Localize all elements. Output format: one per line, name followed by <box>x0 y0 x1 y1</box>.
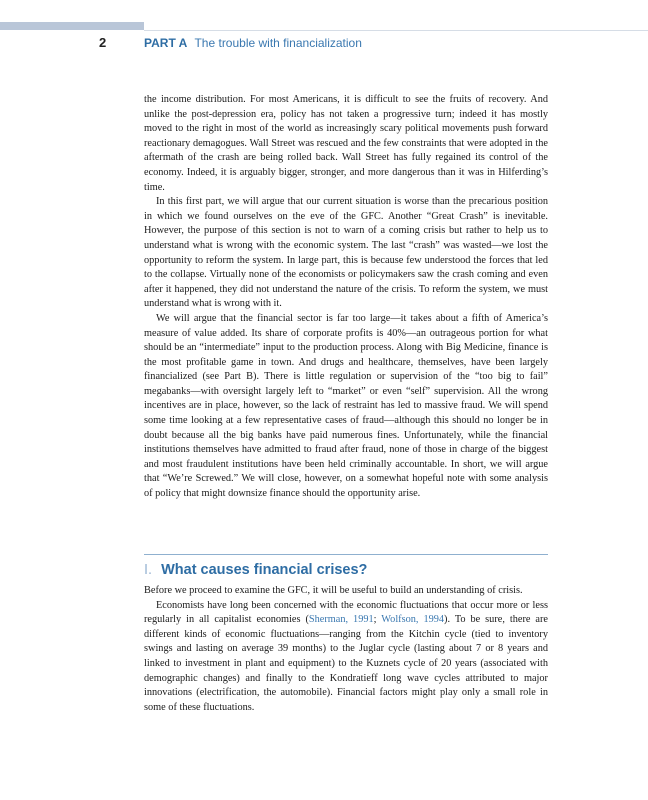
citation-link[interactable]: Sherman, 1991 <box>308 614 374 626</box>
page-number: 2 <box>99 35 107 50</box>
section-number: I. <box>144 562 153 578</box>
paragraph-text: ). To be sure, there are different kinds of economic fluctuations—ranging from the Kitchin cycle (tied to inventory swings and lasting on average 39 months) to the Juglar cycle (lasting about 7 or 8 years and linked to investment in plant and equipment) to the Kuznets cycle of 20 years (associated with demographic changes) and finally to the Kondratieff long wave cycles attributed to major innovations (electrification, the automobile). Financial factors might play only a small role in some of these fluctuations. <box>144 614 548 713</box>
part-title: The trouble with financialization <box>194 36 362 50</box>
section-divider <box>144 554 548 555</box>
section-title: What causes financial crises? <box>161 562 368 578</box>
header-rule <box>144 30 648 31</box>
paragraph-text: Economists have long been concerned with the economic fluctuations that occur more or less regularly in all capitalist economies ( <box>144 599 548 626</box>
running-head <box>144 36 362 50</box>
header-accent-bar <box>0 22 144 30</box>
paragraph: In this first part, we will argue that our current situation is worse than the precarious position in which we found ourselves on the eve of the GFC. Another “Great Crash” is inevitable. However, the purpose of this section is not to warn of a coming crisis but rather to help us to understand what is wrong with the economic system. The last “crash” was wasted—we lost the opportunity to reform the system. In large part, this is because few understood the forces that led to the collapse. Virtually none of the economists or policymakers saw the crash coming and even after it happened, they did not understand the nature of the crisis. To reform the system, we must understand what is wrong with it. <box>144 196 548 310</box>
section-heading <box>144 562 548 578</box>
paragraph: We will argue that the financial sector is far too large—it takes about a fifth of America’s measure of value added. Its share of corporate profits is 40%—an outrageous portion for what should be an “intermediate” input to the production process. Along with Big Medicine, finance is the most profitable game in town. And drugs and healthcare, themselves, have been largely financialized (see Part B). There is little regulation or supervision of the “too big to fail” megabanks—with oversight largely left to “market” or even “self” supervision. All the wrong incentives are in place, however, so the lack of restraint has led to massive fraud. We will spend some time looking at a few representative cases of fraud—although this should no longer be in doubt because all the big banks have paid numerous fines. Unfortunately, while the financial institutions themselves have admitted to fraud after fraud, none of those in charge of the biggest and most fraudulent institutions have been held criminally accountable. In short, we will argue that “We’re Screwed.” We will close, however, on a somewhat hopeful note with some analysis of policy that might downsize finance should the opportunity arise. <box>144 312 548 500</box>
paragraph: the income distribution. For most Americans, it is difficult to see the fruits of recovery. And unlike the post-depression era, policy has not taken a progressive turn; indeed it has mostly moved to the right in most of the world as increasingly scary political movements push forward reactionary demagogues. Wall Street was rescued and the few constraints that were adopted in the aftermath of the crash are being rolled back. Wall Street has fully regained its control of the economy. Indeed, it is arguably bigger, stronger, and more dangerous than it was in Hilferding’s time. <box>144 94 548 193</box>
paragraph: Before we proceed to examine the GFC, it will be useful to build an understanding of crisis. <box>144 585 523 596</box>
citation-link[interactable]: Wolfson, 1994 <box>381 614 445 626</box>
section-text <box>144 584 548 715</box>
citation-separator: ; <box>373 614 382 626</box>
part-label: PART A <box>144 36 188 50</box>
paragraph <box>144 599 548 716</box>
body-text <box>144 93 548 502</box>
